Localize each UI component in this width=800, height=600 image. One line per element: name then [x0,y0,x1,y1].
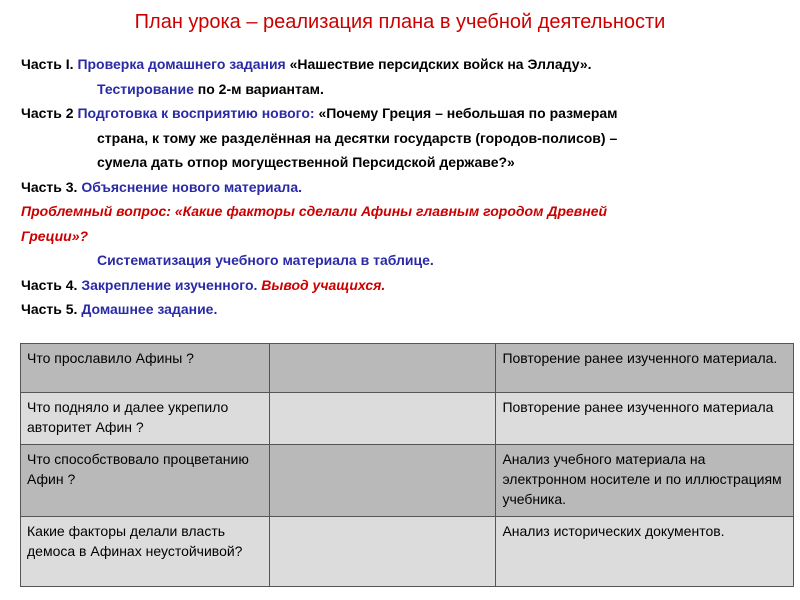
part-label: Часть I. [21,56,74,72]
table-row [21,517,794,587]
part-label: Часть 2 [21,105,74,121]
table-row [21,393,794,445]
method-cell: Повторение ранее изученного материала. [496,344,794,393]
method-cell: Анализ исторических документов. [496,517,794,587]
part-activity: Закрепление изученного. [81,276,258,293]
systematization-note: Систематизация учебного материала в таблице. [97,252,434,268]
part-activity: Домашнее задание. [81,301,218,317]
lesson-plan [21,53,791,323]
part-text: по 2-м вариантам. [197,80,324,97]
answer-cell [270,344,496,393]
students-conclusion: Вывод учащихся. [261,276,386,293]
plan-part-3 [21,176,791,201]
problem-question-continued: Греции»? [21,227,89,244]
part-label: Часть 3. [21,178,78,195]
question-cell: Что способствовало процветанию Афин ? [21,445,270,517]
question-cell: Какие факторы делали власть демоса в Афинах неустойчивой? [21,517,270,587]
part-activity: Подготовка к восприятию нового: [77,105,315,121]
question-cell: Что прославило Афины ? [21,344,270,393]
table-row [21,344,794,393]
systematization-table [20,343,794,587]
question-cell: Что подняло и далее укрепило авторитет Афин ? [21,393,270,445]
plan-part-1-testing [21,78,791,103]
page-title: План урока – реализация плана в учебной деятельности [134,11,666,33]
plan-part-5 [21,298,791,323]
part-activity: Тестирование [97,80,194,97]
part-activity: Объяснение нового материала. [81,178,303,195]
method-cell: Анализ учебного материала на электронном носителе и по иллюстрациям учебника. [496,445,794,517]
part-activity: Проверка домашнего задания [77,56,286,72]
answer-cell [270,393,496,445]
table-row [21,445,794,517]
plan-part-4 [21,274,791,299]
plan-part-1 [21,53,791,78]
answer-cell [270,445,496,517]
part-label: Часть 4. [21,276,78,293]
problem-question: Проблемный вопрос: «Какие факторы сделали Афины главным городом Древней [21,203,608,219]
method-cell: Повторение ранее изученного материала [496,393,794,445]
answer-cell [270,517,496,587]
part-topic: «Нашествие персидских войск на Элладу». [289,56,592,72]
plan-part-2-continued: сумела дать отпор могущественной Персидской державе?» [97,154,515,170]
part-label: Часть 5. [21,301,78,317]
plan-part-2-continued: страна, к тому же разделённая на десятки государств (городов-полисов) – [97,129,618,146]
part-text: «Почему Греция – небольшая по размерам [318,105,618,121]
plan-part-2 [21,102,791,127]
